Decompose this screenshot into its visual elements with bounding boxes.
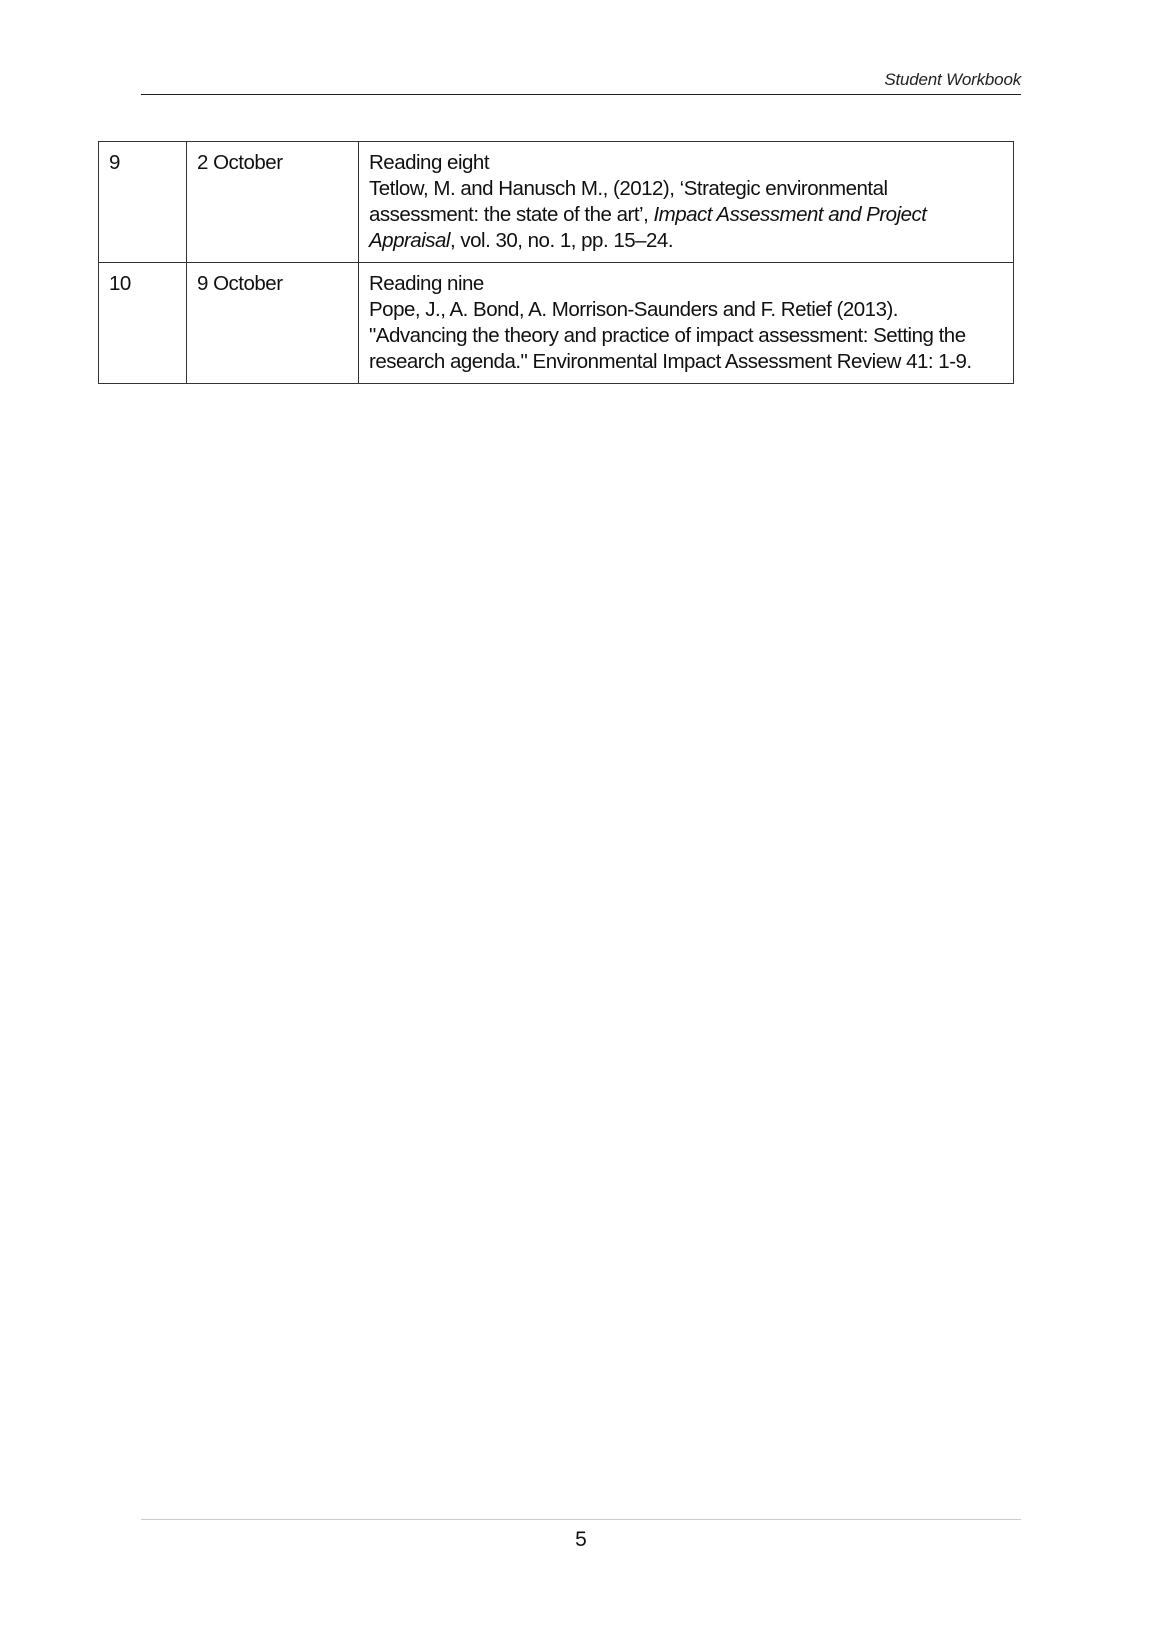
citation-line: Pope, J., A. Bond, A. Morrison-Saunders and F. Retief (2013). [369, 298, 898, 321]
header-title: Student Workbook [884, 70, 1021, 89]
citation-line [369, 202, 1003, 228]
citation-text: , vol. 30, no. 1, pp. 15–24. [449, 229, 674, 252]
week-cell: 9 [99, 142, 187, 263]
journal-title: Impact Assessment and Project [653, 203, 927, 226]
page-footer [141, 1519, 1021, 1551]
reading-schedule-table [98, 141, 1014, 384]
page-header [141, 66, 1021, 95]
citation-line: research agenda." Environmental Impact Assessment Review 41: 1-9. [369, 350, 972, 373]
citation-text: assessment: the state of the art’, [369, 203, 654, 226]
page-number: 5 [575, 1528, 587, 1551]
citation-line [369, 228, 1003, 254]
week-cell: 10 [99, 263, 187, 384]
reading-cell [359, 263, 1014, 384]
date-cell: 9 October [187, 263, 359, 384]
date-cell: 2 October [187, 142, 359, 263]
reading-title: Reading nine [369, 272, 484, 295]
citation-line: "Advancing the theory and practice of impact assessment: Setting the [369, 324, 966, 347]
table-row [99, 263, 1014, 384]
reading-title: Reading eight [369, 151, 490, 174]
table-row [99, 142, 1014, 263]
journal-title: Appraisal [369, 229, 450, 252]
reading-cell [359, 142, 1014, 263]
citation-line: Tetlow, M. and Hanusch M., (2012), ‘Strategic environmental [369, 177, 888, 200]
